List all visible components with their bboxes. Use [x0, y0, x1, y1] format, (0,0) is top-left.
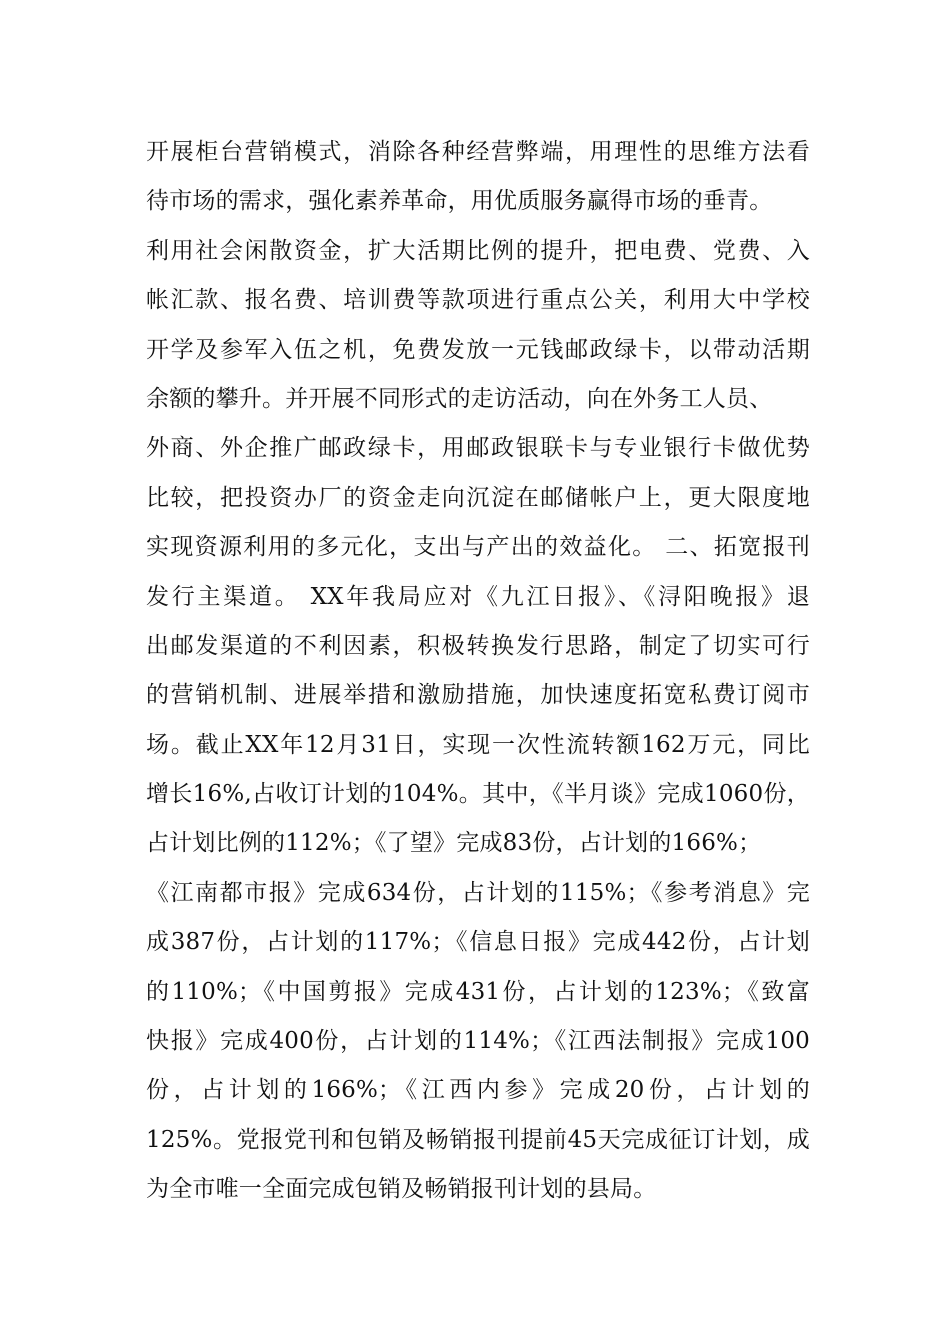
text-line: 开展柜台营销模式，消除各种经营弊端，用理性的思维方法看 — [146, 139, 810, 165]
text-line: 余额的攀升。并开展不同形式的走访活动，向在外务工人员、 — [146, 385, 773, 412]
text-line: 为全市唯一全面完成包销及畅销报刊计划的县局。 — [146, 1176, 657, 1203]
text-line: 出邮发渠道的不利因素，积极转换发行思路，制定了切实可行 — [146, 632, 810, 659]
body-text — [146, 128, 810, 1215]
text-line: 《江南都市报》完成634份，占计划的115%；《参考消息》完 — [146, 879, 810, 906]
text-line: 份，占计划的166%；《江西内参》完成20份，占计划的 — [146, 1077, 810, 1104]
text-line: 比较，把投资办厂的资金走向沉淀在邮储帐户上，更大限度地 — [146, 484, 810, 511]
text-line: 的110%；《中国剪报》完成431份，占计划的123%；《致富 — [146, 978, 810, 1005]
text-line: 帐汇款、报名费、培训费等款项进行重点公关，利用大中学校 — [146, 287, 810, 314]
text-line: 成387份，占计划的117%；《信息日报》完成442份，占计划 — [146, 929, 810, 956]
text-line: 增长16%,占收订计划的104%。其中，《半月谈》完成1060份， — [146, 781, 810, 808]
text-line: 利用社会闲散资金，扩大活期比例的提升，把电费、党费、入 — [146, 237, 810, 264]
text-line: 快报》完成400份，占计划的114%；《江西法制报》完成100 — [146, 1028, 810, 1055]
text-line: 发行主渠道。 XX年我局应对《九江日报》、《浔阳晚报》退 — [146, 583, 810, 610]
text-line: 实现资源利用的多元化，支出与产出的效益化。 二、拓宽报刊 — [146, 534, 810, 561]
text-line: 外商、外企推广邮政绿卡，用邮政银联卡与专业银行卡做优势 — [146, 435, 810, 462]
text-line: 125%。党报党刊和包销及畅销报刊提前45天完成征订计划，成 — [146, 1126, 810, 1153]
text-line: 开学及参军入伍之机，免费发放一元钱邮政绿卡，以带动活期 — [146, 336, 810, 363]
text-line: 的营销机制、进展举措和激励措施，加快速度拓宽私费订阅市 — [146, 682, 810, 709]
text-line: 场。截止XX年12月31日，实现一次性流转额162万元，同比 — [146, 731, 810, 758]
text-line: 待市场的需求，强化素养革命，用优质服务赢得市场的垂青。 — [146, 188, 773, 215]
text-line: 占计划比例的112%；《了望》完成83份，占计划的166%； — [146, 830, 762, 857]
